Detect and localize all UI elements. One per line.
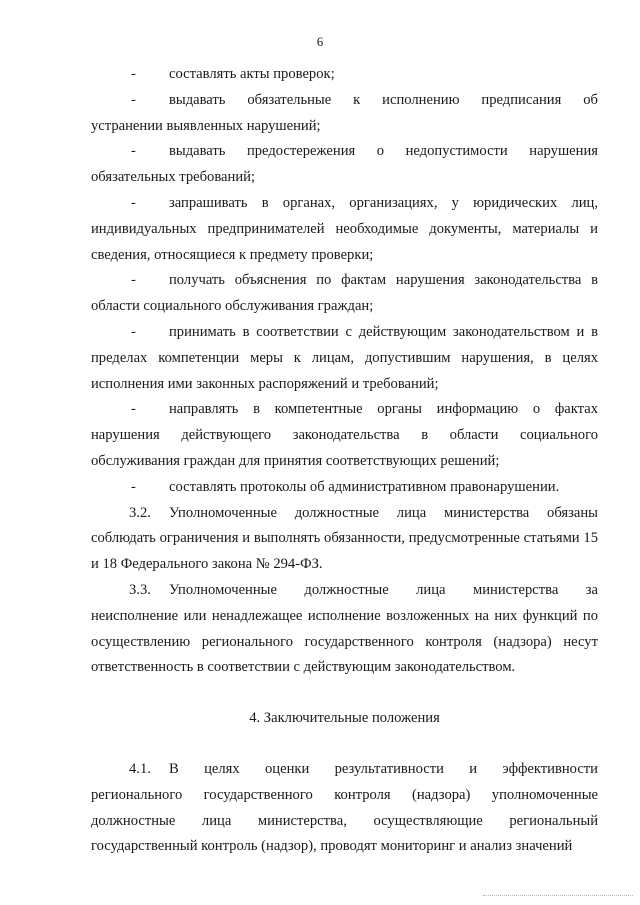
paragraph-number: 3.3. (129, 581, 151, 598)
paragraph-continuation: соблюдать ограничения и выполнять обязанности, предусмотренные статьями 15 и 18 Федерального закона № 294-ФЗ. (91, 530, 598, 573)
list-item (91, 62, 598, 88)
list-dash: - (131, 401, 136, 418)
paragraph-first-line: В целях оценки результативности и эффективности (169, 760, 598, 777)
list-dash: - (131, 323, 136, 340)
list-item-continuation: обязательных требований; (91, 169, 256, 186)
scan-artifact-line (483, 895, 633, 897)
list-item-text: направлять в компетентные органы информацию о фактах (169, 401, 598, 418)
list-item (91, 139, 598, 165)
list-item-continuation: устранении выявленных нарушений; (91, 117, 321, 134)
list-item-text: выдавать предостережения о недопустимости нарушения (169, 143, 598, 160)
list-item-continuation: нарушения действующего законодательства в области социального обслуживания граждан для принятия соответствующих решений; (91, 427, 598, 469)
list-item-text: выдавать обязательные к исполнению предписания об (169, 91, 598, 108)
list-dash: - (131, 194, 136, 211)
list-dash: - (131, 66, 136, 82)
list-item (91, 320, 598, 346)
body-text (91, 62, 598, 860)
list-item-text: составлять протоколы об административном правонарушении. (169, 478, 560, 495)
page-number: 6 (316, 34, 324, 49)
list-item-text: получать объяснения по фактам нарушения законодательства в (169, 272, 598, 289)
paragraph-number: 3.2. (129, 504, 151, 521)
list-item-text: составлять акты проверок; (169, 66, 335, 82)
paragraph-continuation: регионального государственного контроля (надзора) уполномоченные должностные лица министерства, осуществляющие региональный государственный контроль (надзор), проводят мониторинг и анализ значений (91, 786, 598, 855)
list-item-continuation: области социального обслуживания граждан; (91, 298, 374, 315)
paragraph-continuation: неисполнение или ненадлежащее исполнение возложенных на них функций по осуществлению регионального государственного контроля (надзора) несут ответственность в соответствии с действующим законодательством. (91, 607, 598, 676)
list-dash: - (131, 272, 136, 289)
list-item-text: принимать в соответствии с действующим законодательством и в (169, 323, 598, 340)
list-dash: - (131, 478, 136, 495)
list-item (91, 88, 598, 114)
paragraph-3-2 (91, 501, 598, 527)
paragraph-4-1 (91, 757, 598, 783)
paragraph-first-line: Уполномоченные должностные лица министерства за (169, 581, 598, 598)
list-item (91, 191, 598, 217)
list-item-continuation: индивидуальных предпринимателей необходимые документы, материалы и сведения, относящиеся к предмету проверки; (91, 220, 598, 263)
list-dash: - (131, 143, 136, 160)
list-dash: - (131, 91, 136, 108)
list-item (91, 397, 598, 423)
paragraph-3-3 (91, 578, 598, 604)
paragraph-number: 4.1. (129, 760, 151, 777)
list-item (91, 268, 598, 294)
paragraph-first-line: Уполномоченные должностные лица министерства обязаны (169, 504, 598, 521)
list-item-continuation: пределах компетенции меры к лицам, допустившим нарушения, в целях исполнения ими законных распоряжений и требований; (91, 349, 598, 392)
section-heading: 4. Заключительные положения (249, 710, 440, 727)
list-item (91, 475, 598, 501)
list-item-text: запрашивать в органах, организациях, у юридических лиц, (169, 194, 598, 211)
